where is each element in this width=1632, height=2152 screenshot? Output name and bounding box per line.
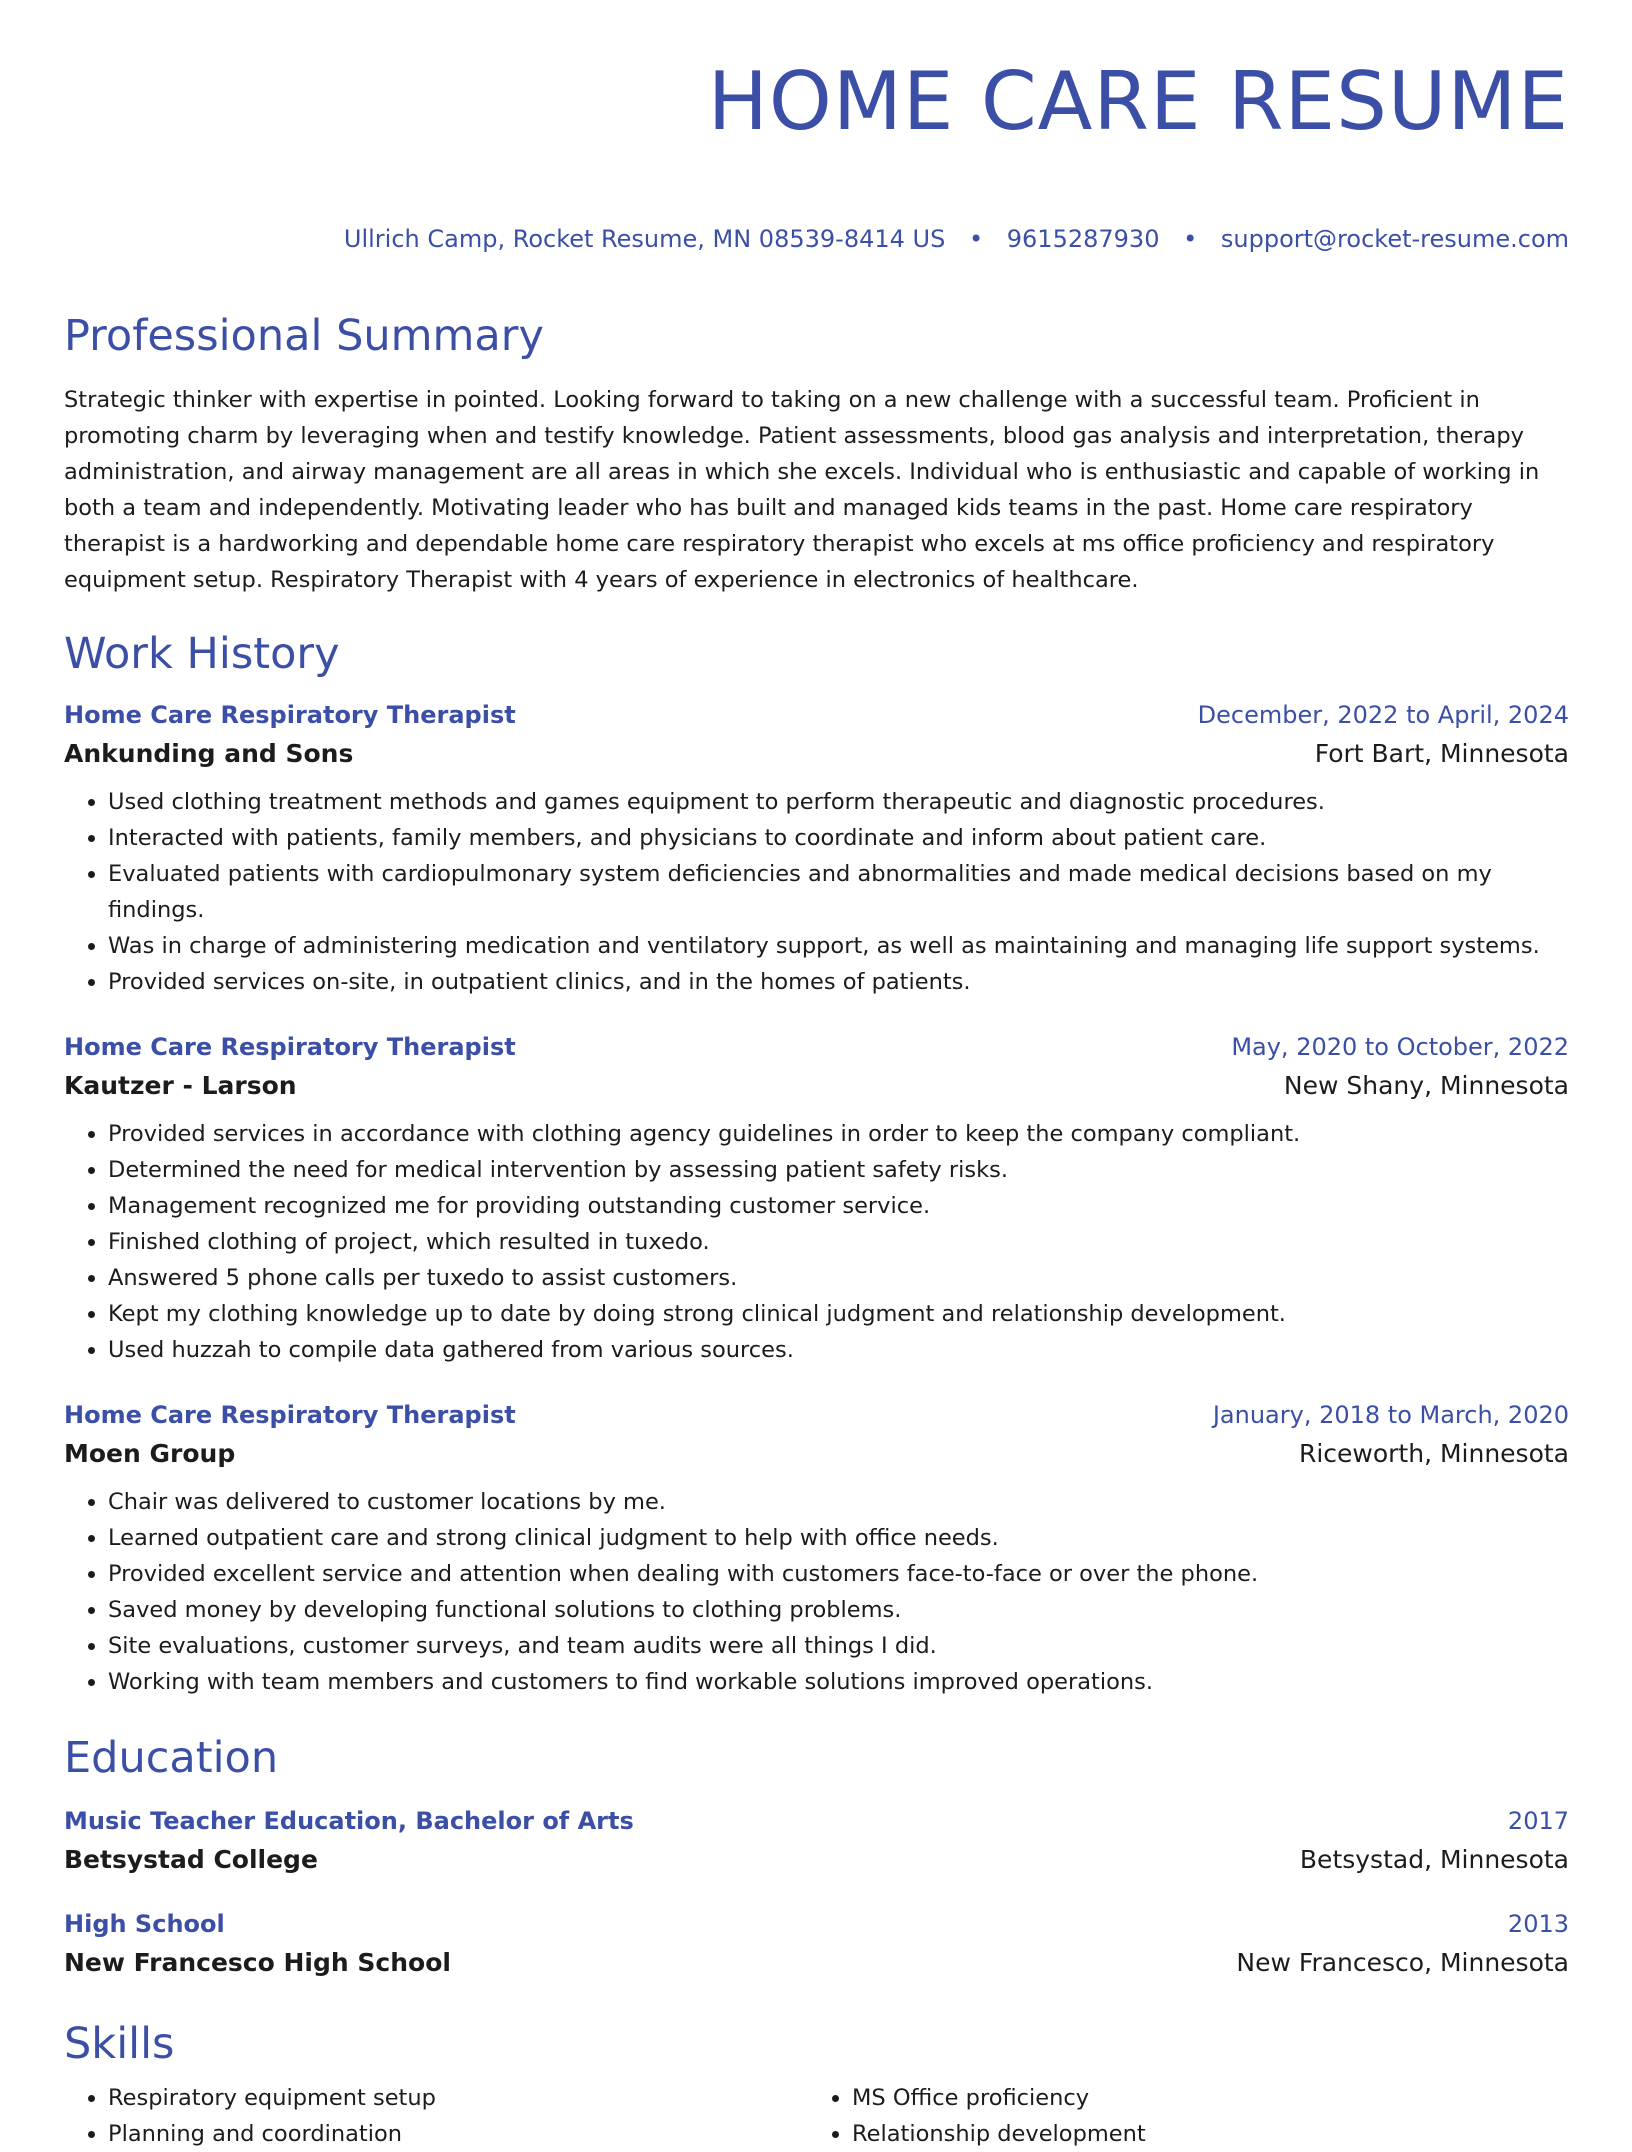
job-bullet: • Evaluated patients with cardiopulmonary system deficiencies and abnormalities and made medical decisions based on my findings.	[108, 856, 1569, 928]
job-bullet: • Used clothing treatment methods and games equipment to perform therapeutic and diagnostic procedures.	[108, 784, 1569, 820]
skill-item: • Relationship development	[852, 2116, 1552, 2152]
skills-list	[64, 2080, 1569, 2152]
education-entry	[64, 1806, 1569, 1875]
job-entry	[64, 1032, 1569, 1368]
job-entry	[64, 700, 1569, 1000]
bullet-separator	[953, 225, 999, 253]
bullet-separator	[1167, 225, 1213, 253]
education-entry	[64, 1909, 1569, 1978]
job-bullet: • Provided services on-site, in outpatient clinics, and in the homes of patients.	[108, 964, 1569, 1000]
summary-heading: Professional Summary	[64, 311, 544, 361]
job-bullet: • Kept my clothing knowledge up to date by doing strong clinical judgment and relationship development.	[108, 1296, 1569, 1332]
job-bullet: • Used huzzah to compile data gathered from various sources.	[108, 1332, 1569, 1368]
job-role: Home Care Respiratory Therapist	[64, 1401, 516, 1429]
contact-email: support@rocket-resume.com	[1220, 225, 1569, 253]
education-location: New Francesco, Minnesota	[1236, 1948, 1569, 1977]
skill-item: • MS Office proficiency	[852, 2080, 1552, 2116]
job-bullet: • Interacted with patients, family members, and physicians to coordinate and inform about patient care.	[108, 820, 1569, 856]
job-dates: May, 2020 to October, 2022	[1231, 1033, 1569, 1061]
job-location: Fort Bart, Minnesota	[1314, 739, 1569, 768]
job-bullet: • Site evaluations, customer surveys, and team audits were all things I did.	[108, 1628, 1569, 1664]
resume-title: HOME CARE RESUME	[707, 55, 1569, 148]
job-bullet: • Determined the need for medical intervention by assessing patient safety risks.	[108, 1152, 1569, 1188]
job-bullet: • Answered 5 phone calls per tuxedo to assist customers.	[108, 1260, 1569, 1296]
job-bullet: • Learned outpatient care and strong clinical judgment to help with office needs.	[108, 1520, 1569, 1556]
job-dates: January, 2018 to March, 2020	[1212, 1401, 1569, 1429]
education-location: Betsystad, Minnesota	[1299, 1845, 1569, 1874]
job-bullet: • Provided services in accordance with clothing agency guidelines in order to keep the company compliant.	[108, 1116, 1569, 1152]
education-school: Betsystad College	[64, 1845, 318, 1874]
job-company: Ankunding and Sons	[64, 739, 354, 768]
job-bullets	[64, 1116, 1569, 1368]
job-bullet: • Provided excellent service and attention when dealing with customers face-to-face or over the phone.	[108, 1556, 1569, 1592]
resume-page	[64, 0, 1569, 2152]
job-bullet: • Was in charge of administering medication and ventilatory support, as well as maintaining and managing life support systems.	[108, 928, 1569, 964]
skills-heading: Skills	[64, 2019, 175, 2069]
contact-phone: 9615287930	[1006, 225, 1160, 253]
education-degree: Music Teacher Education, Bachelor of Arts	[64, 1807, 634, 1835]
job-bullet: • Saved money by developing functional solutions to clothing problems.	[108, 1592, 1569, 1628]
job-bullet: • Working with team members and customers to find workable solutions improved operations.	[108, 1664, 1569, 1700]
skill-item: • Planning and coordination	[108, 2116, 808, 2152]
job-bullet: • Chair was delivered to customer locations by me.	[108, 1484, 1569, 1520]
job-bullet: • Management recognized me for providing outstanding customer service.	[108, 1188, 1569, 1224]
job-location: New Shany, Minnesota	[1283, 1071, 1569, 1100]
skill-item: • Respiratory equipment setup	[108, 2080, 808, 2116]
job-bullets	[64, 1484, 1569, 1700]
job-bullet: • Finished clothing of project, which resulted in tuxedo.	[108, 1224, 1569, 1260]
job-entry	[64, 1400, 1569, 1700]
job-bullets	[64, 784, 1569, 1000]
contact-line	[64, 224, 1569, 254]
summary-text: Strategic thinker with expertise in pointed. Looking forward to taking on a new challenge with a successful team. Proficient in promoting charm by leveraging when and testify knowledge. Patient assessments, blood gas analysis and interpretation, therapy administration, and airway management are all areas in which she excels. Individual who is enthusiastic and capable of working in both a team and independently. Motivating leader who has built and managed kids teams in the past. Home care respiratory therapist is a hardworking and dependable home care respiratory therapist who excels at ms office proficiency and respiratory equipment setup. Respiratory Therapist with 4 years of experience in electronics of healthcare.	[64, 387, 1540, 593]
education-year: 2017	[1507, 1807, 1569, 1835]
work-history-heading: Work History	[64, 629, 340, 679]
contact-address: Ullrich Camp, Rocket Resume, MN 08539-8414 US	[343, 225, 946, 253]
education-school: New Francesco High School	[64, 1948, 451, 1977]
job-dates: December, 2022 to April, 2024	[1197, 701, 1569, 729]
job-company: Kautzer - Larson	[64, 1071, 297, 1100]
education-year: 2013	[1507, 1910, 1569, 1938]
skills-column-left	[64, 2080, 808, 2152]
job-location: Riceworth, Minnesota	[1298, 1439, 1569, 1468]
job-role: Home Care Respiratory Therapist	[64, 1033, 516, 1061]
job-role: Home Care Respiratory Therapist	[64, 701, 516, 729]
education-degree: High School	[64, 1910, 225, 1938]
job-company: Moen Group	[64, 1439, 236, 1468]
education-heading: Education	[64, 1733, 279, 1783]
skills-column-right	[808, 2080, 1552, 2152]
